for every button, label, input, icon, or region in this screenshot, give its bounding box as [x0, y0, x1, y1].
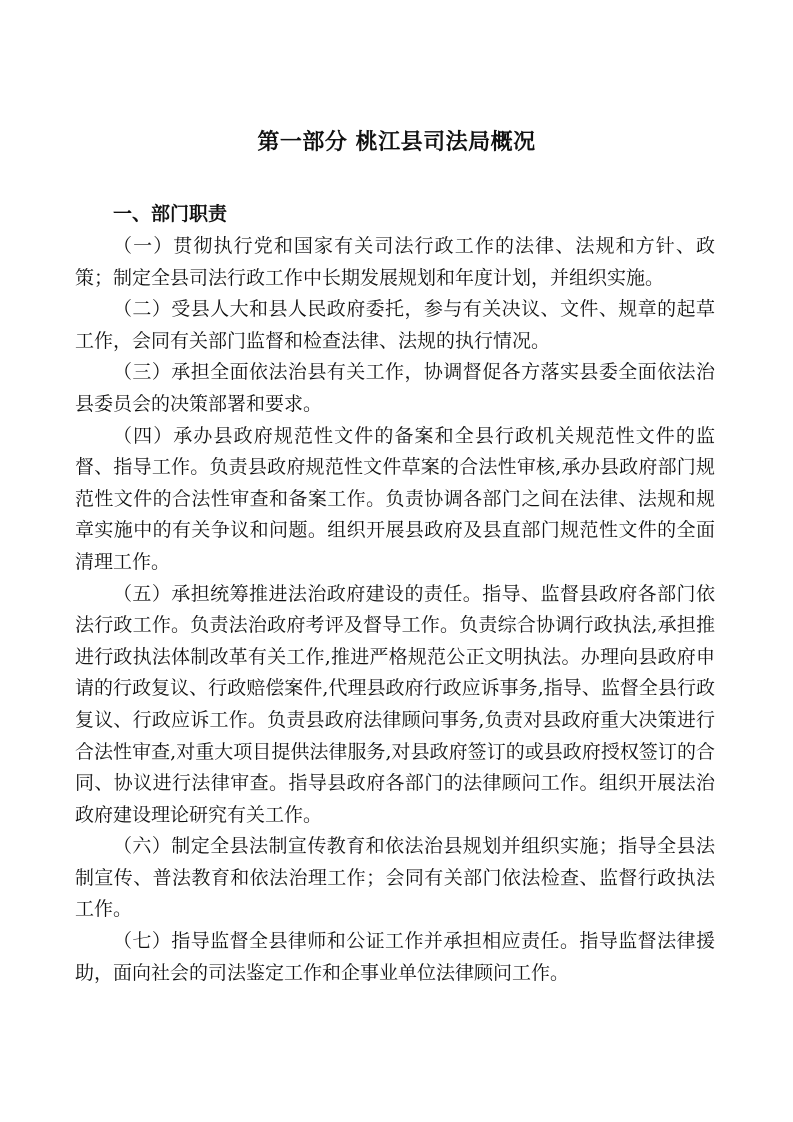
- paragraph-4: （四）承办县政府规范性文件的备案和全县行政机关规范性文件的监督、指导工作。负责县政府规范性文件草案的合法性审核,承办县政府部门规范性文件的合法性审查和备案工作。负责协调各部门之间在法律、法规和规章实施中的有关争议和问题。组织开展县政府及县直部门规范性文件的全面清理工作。: [75, 424, 715, 573]
- document-title: 第一部分 桃江县司法局概况: [257, 129, 536, 155]
- paragraph-1: （一）贯彻执行党和国家有关司法行政工作的法律、法规和方针、政策；制定全县司法行政工作中长期发展规划和年度计划，并组织实施。: [75, 235, 715, 289]
- paragraph-3: （三）承担全面依法治县有关工作，协调督促各方落实县委全面依法治县委员会的决策部署和要求。: [75, 361, 715, 415]
- paragraph-5: （五）承担统筹推进法治政府建设的责任。指导、监督县政府各部门依法行政工作。负责法治政府考评及督导工作。负责综合协调行政执法,承担推进行政执法体制改革有关工作,推进严格规范公正文明执法。办理向县政府申请的行政复议、行政赔偿案件,代理县政府行政应诉事务,指导、监督全县行政复议、行政应诉工作。负责县政府法律顾问事务,负责对县政府重大决策进行合法性审查,对重大项目提供法律服务,对县政府签订的或县政府授权签订的合同、协议进行法律审查。指导县政府各部门的法律顾问工作。组织开展法治政府建设理论研究有关工作。: [75, 582, 715, 826]
- paragraph-7: （七）指导监督全县律师和公证工作并承担相应责任。指导监督法律援助，面向社会的司法鉴定工作和企事业单位法律顾问工作。: [75, 930, 715, 984]
- paragraph-2: （二）受县人大和县人民政府委托，参与有关决议、文件、规章的起草工作，会同有关部门监督和检查法律、法规的执行情况。: [75, 298, 715, 352]
- section-heading: 一、部门职责: [113, 203, 228, 225]
- document-body: [75, 198, 715, 989]
- paragraph-6: （六）制定全县法制宣传教育和依法治县规划并组织实施；指导全县法制宣传、普法教育和依法治理工作；会同有关部门依法检查、监督行政执法工作。: [75, 835, 715, 921]
